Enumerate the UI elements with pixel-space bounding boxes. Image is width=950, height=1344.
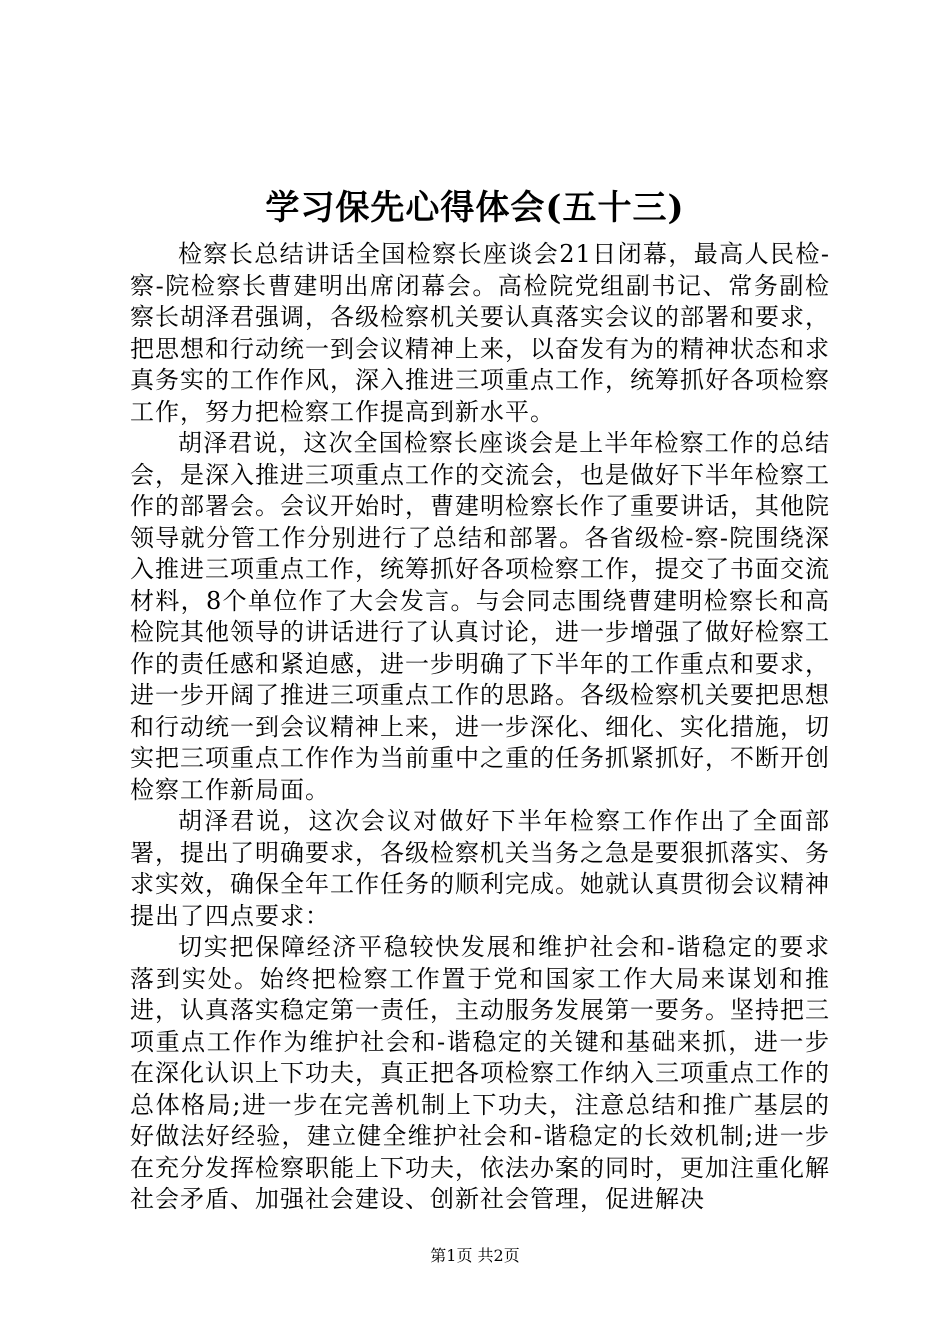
page-footer: 第1页 共2页 — [430, 1246, 520, 1265]
paragraph-4: 切实把保障经济平稳较快发展和维护社会和-谐稳定的要求落到实处。始终把检察工作置于党和国家工作大局来谋划和推进，认真落实稳定第一责任，主动服务发展第一要务。坚持把三项重点工作作为维护社会和-谐稳定的关键和基础来抓，进一步在深化认识上下功夫，真正把各项检察工作纳入三项重点工作的总体格局;进一步在完善机制上下功夫，注意总结和推广基层的好做法好经验，建立健全维护社会和-谐稳定的长效机制;进一步在充分发挥检察职能上下功夫，依法办案的同时，更加注重化解社会矛盾、加强社会建设、创新社会管理，促进解决 — [130, 933, 830, 1213]
document-body — [130, 239, 830, 1216]
paragraph-2: 胡泽君说，这次全国检察长座谈会是上半年检察工作的总结会，是深入推进三项重点工作的交流会，也是做好下半年检察工作的部署会。会议开始时，曹建明检察长作了重要讲话，其他院领导就分管工作分别进行了总结和部署。各省级检-察-院围绕深入推进三项重点工作，统筹抓好各项检察工作，提交了书面交流材料，8个单位作了大会发言。与会同志围绕曹建明检察长和高检院其他领导的讲话进行了认真讨论，进一步增强了做好检察工作的责任感和紧迫感，进一步明确了下半年的工作重点和要求，进一步开阔了推进三项重点工作的思路。各级检察机关要把思想和行动统一到会议精神上来，进一步深化、细化、实化措施，切实把三项重点工作作为当前重中之重的任务抓紧抓好，不断开创检察工作新局面。 — [130, 429, 830, 804]
paragraph-3: 胡泽君说，这次会议对做好下半年检察工作作出了全面部署，提出了明确要求，各级检察机关当务之急是要狠抓落实、务求实效，确保全年工作任务的顺利完成。她就认真贯彻会议精神提出了四点要求： — [130, 807, 830, 930]
paragraph-1: 检察长总结讲话全国检察长座谈会21日闭幕，最高人民检-察-院检察长曹建明出席闭幕会。高检院党组副书记、常务副检察长胡泽君强调，各级检察机关要认真落实会议的部署和要求，把思想和行动统一到会议精神上来，以奋发有为的精神状态和求真务实的工作作风，深入推进三项重点工作，统筹抓好各项检察工作，努力把检察工作提高到新水平。 — [130, 240, 830, 426]
document-title: 学习保先心得体会(五十三) — [265, 188, 685, 228]
